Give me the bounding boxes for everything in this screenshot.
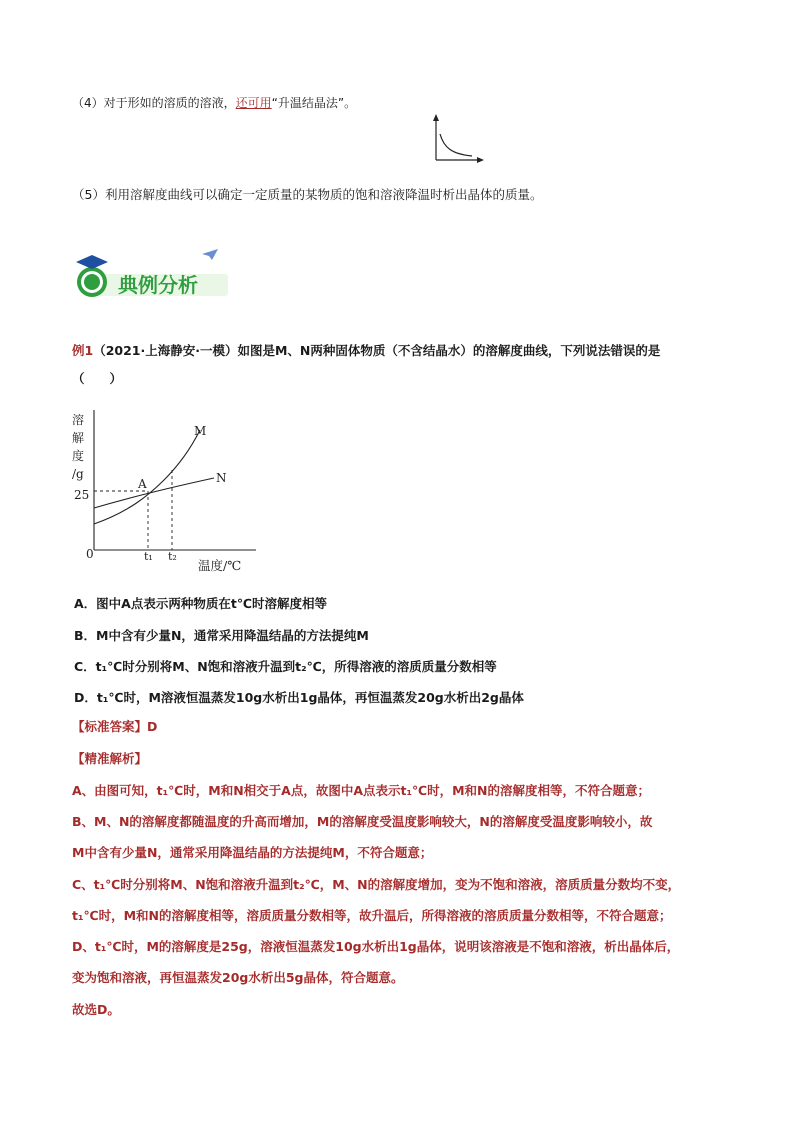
item-4-highlight: 还可用 (235, 96, 272, 110)
option-a: A．图中A点表示两种物质在t℃时溶解度相等 (74, 596, 327, 611)
analysis-line-b1: B、M、N的溶解度都随温度的升高而增加，M的溶解度受温度影响较大，N的溶解度受温度影响较小，故 (72, 814, 653, 829)
answer-label: 【标准答案】 (72, 719, 148, 734)
example-question (72, 342, 660, 360)
graph-ylabel-3: 度 (72, 449, 85, 463)
curve-N (94, 478, 214, 508)
curve-N-label: N (216, 471, 227, 485)
section-banner (72, 248, 242, 308)
analysis-line-b2: M中含有少量N，通常采用降温结晶的方法提纯M，不符合题意； (72, 845, 433, 860)
item-4-prefix: （4）对于形如的溶质的溶液， (72, 96, 236, 110)
graph-t2-label: t₂ (168, 550, 177, 563)
point-A-label: A (138, 477, 147, 491)
option-c: C．t₁℃时分别将M、N饱和溶液升温到t₂℃，所得溶液的溶质质量分数相等 (74, 659, 497, 674)
banner-title: 典例分析 (118, 273, 198, 297)
analysis-line-d2: 变为饱和溶液，再恒温蒸发20g水析出5g晶体，符合题意。 (72, 970, 404, 985)
example-paren: （ ） (72, 371, 123, 386)
item-4-suffix: “升温结晶法”。 (271, 96, 357, 110)
curve-M-label: M (194, 424, 207, 438)
graph-ytick-25: 25 (74, 488, 90, 502)
graph-origin: 0 (86, 547, 94, 561)
graph-ylabel-1: 溶 (72, 413, 85, 427)
analysis-label: 【精准解析】 (72, 751, 148, 766)
analysis-conclusion: 故选D。 (72, 1002, 120, 1017)
option-b: B．M中含有少量N，通常采用降温结晶的方法提纯M (74, 628, 369, 643)
analysis-line-c2: t₁℃时，M和N的溶解度相等，溶质质量分数相等，故升温后，所得溶液的溶质质量分数相等，不符合题意； (72, 908, 672, 923)
banner-graphic (72, 248, 242, 308)
graph-t1-label: t₁ (144, 550, 153, 563)
graph-ylabel-2: 解 (72, 431, 85, 445)
answer-value: D (147, 719, 158, 734)
item-4 (72, 94, 356, 112)
decay-curve-icon (428, 112, 488, 166)
solubility-graph (68, 404, 268, 576)
curve-M (94, 430, 200, 524)
example-text: （2021·上海静安·一模）如图是M、N两种固体物质（不含结晶水）的溶解度曲线，下列说法错误的是 (93, 343, 661, 358)
example-label: 例1 (72, 343, 94, 358)
graph-yunit: /g (72, 467, 84, 481)
analysis-line-d1: D、t₁℃时，M的溶解度是25g，溶液恒温蒸发10g水析出1g晶体，说明该溶液是不饱和溶液，析出晶体后， (72, 939, 680, 954)
option-d: D．t₁℃时，M溶液恒温蒸发10g水析出1g晶体，再恒温蒸发20g水析出2g晶体 (74, 690, 524, 705)
standard-answer (72, 718, 157, 736)
analysis-line-a: A、由图可知，t₁℃时，M和N相交于A点，故图中A点表示t₁℃时，M和N的溶解度相等，不符合题意； (72, 783, 650, 798)
graph-xlabel: 温度/℃ (198, 558, 242, 573)
item-5: （5）利用溶解度曲线可以确定一定质量的某物质的饱和溶液降温时析出晶体的质量。 (72, 187, 543, 202)
analysis-line-c1: C、t₁℃时分别将M、N饱和溶液升温到t₂℃，M、N的溶解度增加，变为不饱和溶液，溶质质量分数均不变， (72, 877, 681, 892)
